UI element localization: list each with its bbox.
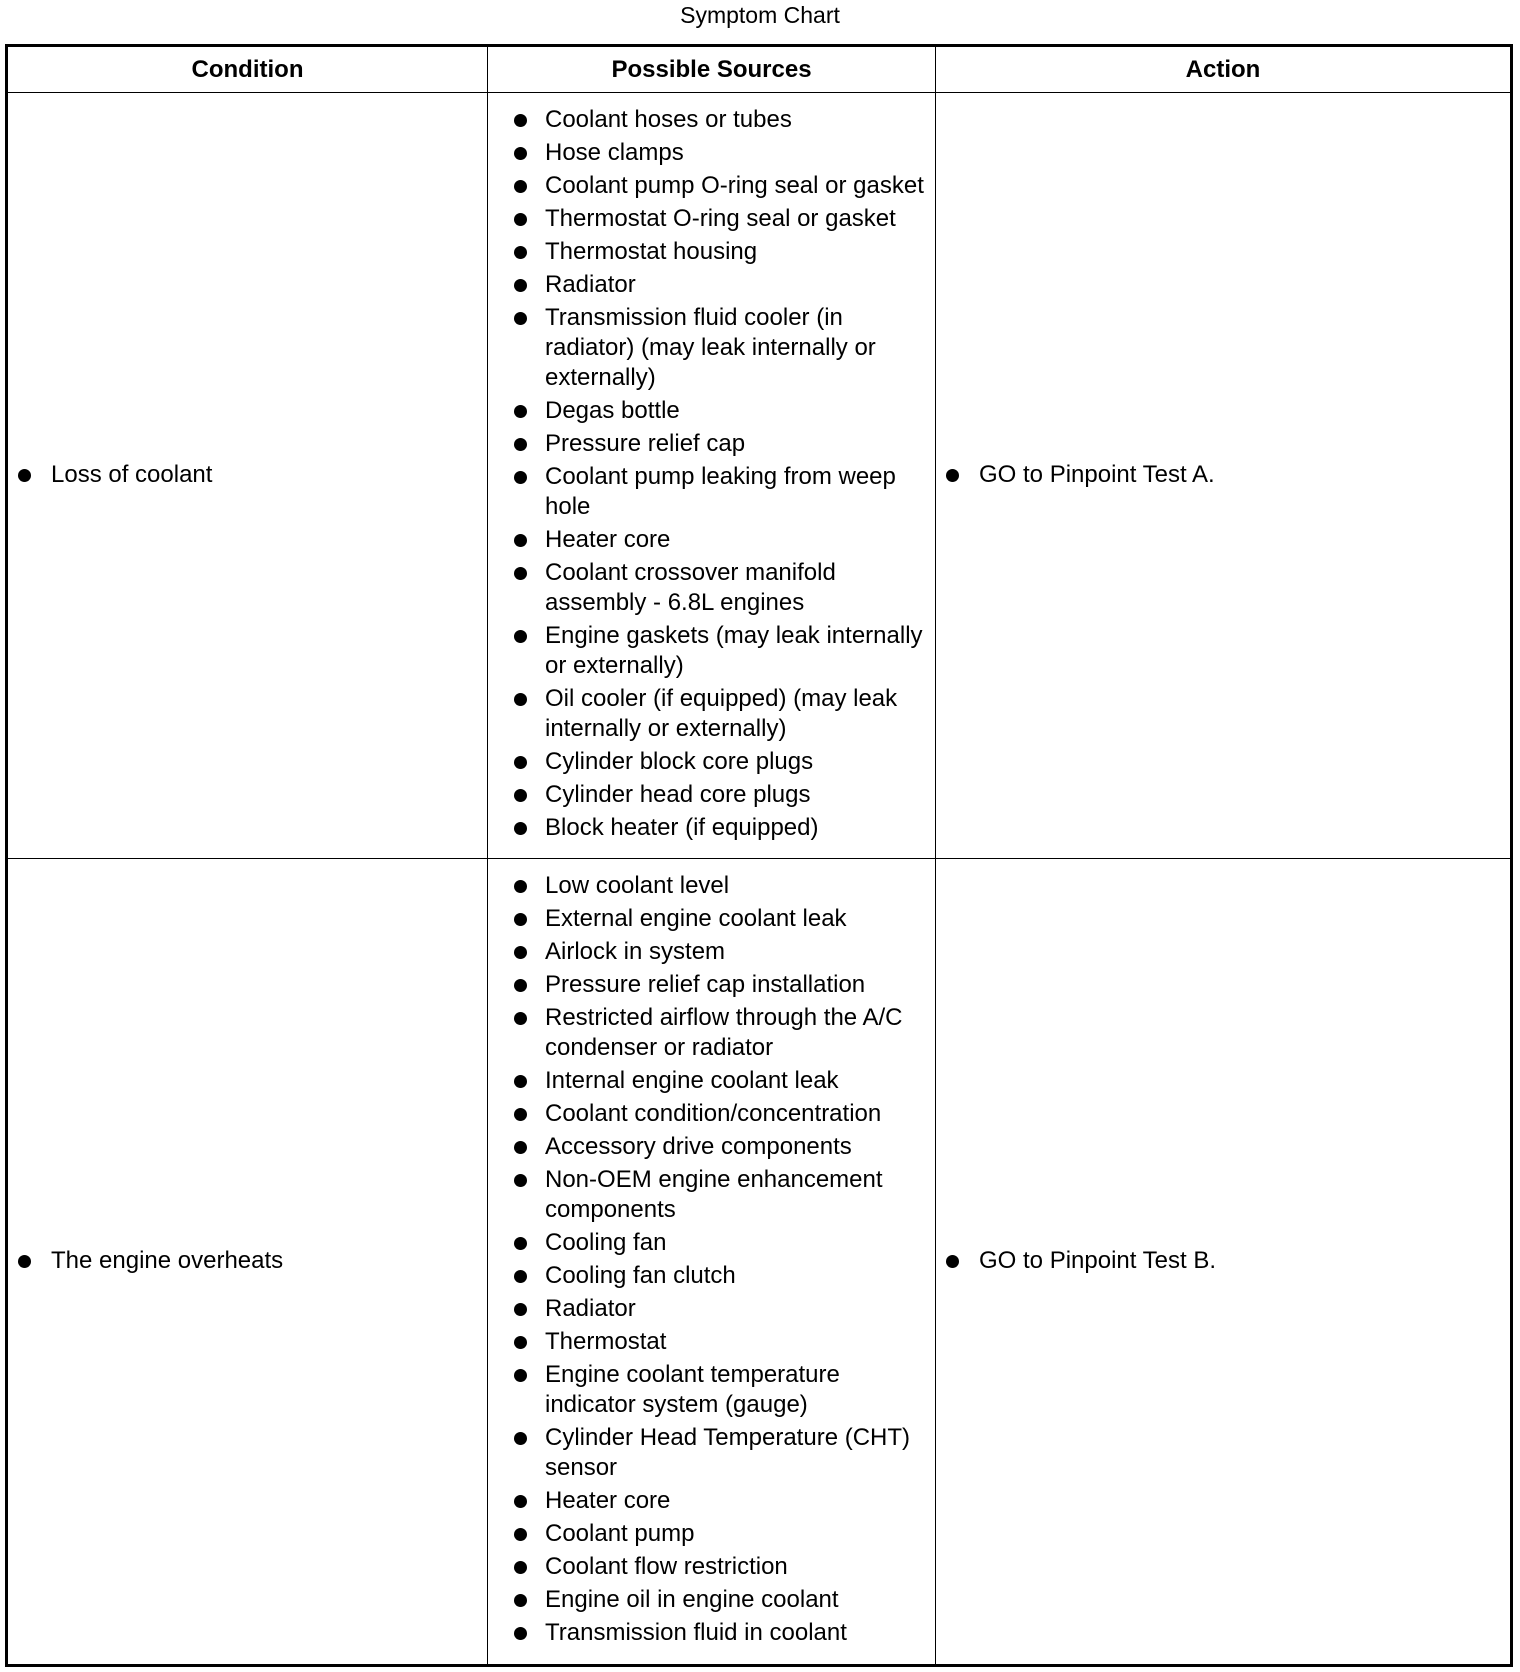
header-row <box>7 46 1512 93</box>
sources-list <box>488 105 935 843</box>
header-possible-sources: Possible Sources <box>488 46 936 93</box>
source-list-item: Radiator <box>488 270 935 300</box>
source-list-item: Accessory drive components <box>488 1132 935 1162</box>
source-list-item: Pressure relief cap <box>488 429 935 459</box>
source-list-item: Heater core <box>488 525 935 555</box>
source-list-item: Engine gaskets (may leak internally or externally) <box>488 621 935 681</box>
source-list-item: Thermostat O-ring seal or gasket <box>488 204 935 234</box>
table-row <box>7 93 1512 859</box>
action-cell <box>936 858 1512 1665</box>
source-list-item: Coolant pump O-ring seal or gasket <box>488 171 935 201</box>
source-list-item: Coolant hoses or tubes <box>488 105 935 135</box>
source-list-item: Engine oil in engine coolant <box>488 1585 935 1615</box>
source-list-item: Non-OEM engine enhancement components <box>488 1165 935 1225</box>
source-list-item: Transmission fluid in coolant <box>488 1618 935 1648</box>
source-list-item: Cooling fan <box>488 1228 935 1258</box>
source-list-item: External engine coolant leak <box>488 904 935 934</box>
source-list-item: Heater core <box>488 1486 935 1516</box>
source-list-item: Thermostat housing <box>488 237 935 267</box>
source-list-item: Cylinder head core plugs <box>488 780 935 810</box>
source-list-item: Oil cooler (if equipped) (may leak internally or externally) <box>488 684 935 744</box>
source-list-item: Transmission fluid cooler (in radiator) (may leak internally or externally) <box>488 303 935 393</box>
source-list-item: Thermostat <box>488 1327 935 1357</box>
symptom-table <box>5 44 1513 1667</box>
source-list-item: Coolant condition/concentration <box>488 1099 935 1129</box>
source-list-item: Block heater (if equipped) <box>488 813 935 843</box>
source-list-item: Coolant pump <box>488 1519 935 1549</box>
source-list-item: Internal engine coolant leak <box>488 1066 935 1096</box>
source-list-item: Airlock in system <box>488 937 935 967</box>
source-list-item: Engine coolant temperature indicator system (gauge) <box>488 1360 935 1420</box>
header-action: Action <box>936 46 1512 93</box>
header-condition: Condition <box>7 46 488 93</box>
condition-text: Loss of coolant <box>8 460 487 490</box>
possible-sources-cell <box>488 93 936 859</box>
source-list-item: Degas bottle <box>488 396 935 426</box>
source-list-item: Restricted airflow through the A/C condenser or radiator <box>488 1003 935 1063</box>
sources-list <box>488 871 935 1648</box>
condition-cell <box>7 858 488 1665</box>
source-list-item: Coolant crossover manifold assembly - 6.8L engines <box>488 558 935 618</box>
source-list-item: Pressure relief cap installation <box>488 970 935 1000</box>
source-list-item: Radiator <box>488 1294 935 1324</box>
action-cell <box>936 93 1512 859</box>
chart-title: Symptom Chart <box>680 2 840 28</box>
source-list-item: Cooling fan clutch <box>488 1261 935 1291</box>
source-list-item: Coolant flow restriction <box>488 1552 935 1582</box>
table-row <box>7 858 1512 1665</box>
possible-sources-cell <box>488 858 936 1665</box>
source-list-item: Low coolant level <box>488 871 935 901</box>
source-list-item: Cylinder block core plugs <box>488 747 935 777</box>
condition-cell <box>7 93 488 859</box>
action-text: GO to Pinpoint Test A. <box>936 460 1510 490</box>
action-text: GO to Pinpoint Test B. <box>936 1246 1510 1276</box>
condition-text: The engine overheats <box>8 1246 487 1276</box>
source-list-item: Cylinder Head Temperature (CHT) sensor <box>488 1423 935 1483</box>
source-list-item: Hose clamps <box>488 138 935 168</box>
source-list-item: Coolant pump leaking from weep hole <box>488 462 935 522</box>
